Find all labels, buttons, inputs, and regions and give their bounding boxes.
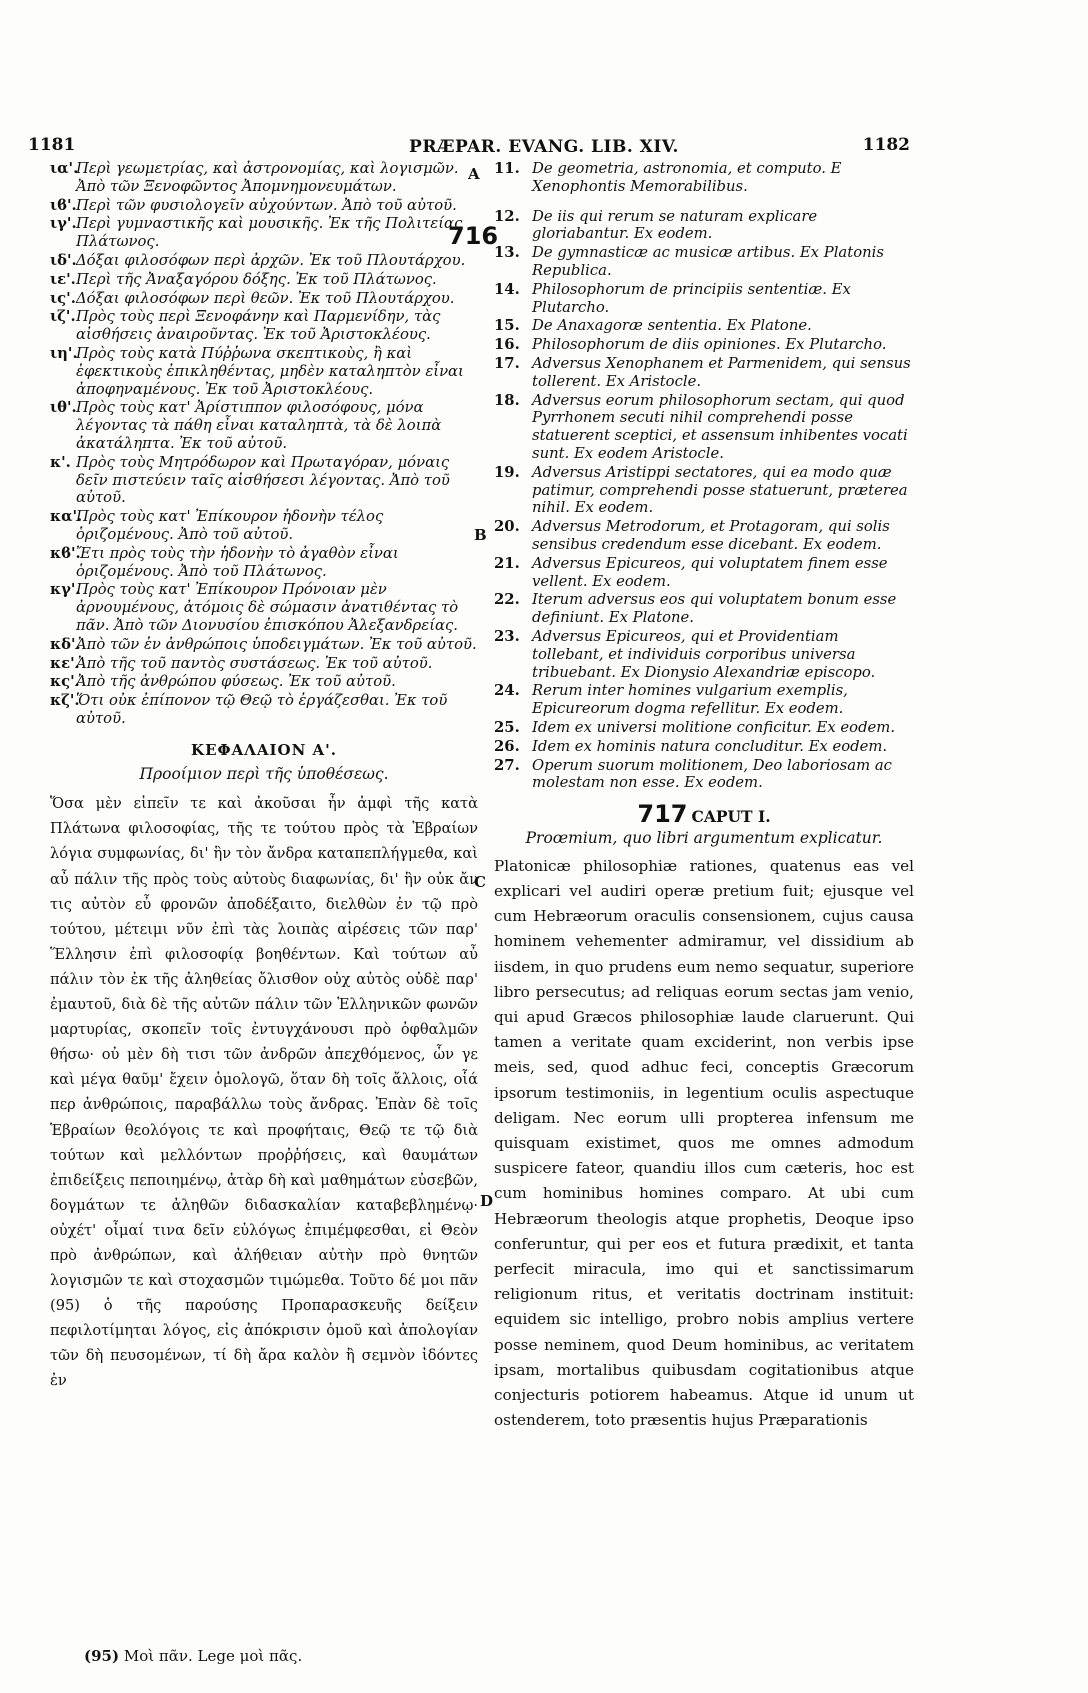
latin-toc-item: 26. Idem ex hominis natura concluditur. Ex eodem. [494, 737, 888, 755]
latin-toc-item: 24. Rerum inter homines vulgarium exemplis, Epicureorum dogma refellitur. Ex eodem. [494, 682, 848, 718]
column-number-716: 716 [448, 222, 499, 250]
latin-toc-item: 12. De iis qui rerum se naturam explicare gloriabantur. Ex eodem. [494, 207, 818, 243]
latin-chapter-heading [494, 800, 914, 829]
latin-toc-item: 17. Adversus Xenophanem et Parmenidem, qui sensus tollerent. Ex Aristocle. [494, 354, 911, 390]
greek-toc-item: ια'.Περὶ γεωμετρίας, καὶ ἀστρονομίας, καὶ λογισμῶν. Ἀπὸ τῶν Ξενοφῶντος Ἀπομνημονευμάτων. [50, 160, 459, 195]
greek-toc-item: κε'.Ἀπὸ τῆς τοῦ παντὸς συστάσεως. Ἐκ τοῦ αὐτοῦ. [50, 654, 433, 672]
greek-toc-item: κ'. Πρὸς τοὺς Μητρόδωρον καὶ Πρωταγόραν, μόναις δεῖν πιστεύειν ταῖς αἰσθήσεσι λέγοντας. Ἀπὸ τοῦ αὐτοῦ. [50, 453, 450, 507]
greek-toc-item: ιε'.Περὶ τῆς Ἀναξαγόρου δόξης. Ἐκ τοῦ Πλάτωνος. [50, 270, 437, 288]
greek-toc-item: κζ'.Ὅτι οὐκ ἐπίπονον τῷ Θεῷ τὸ ἐργάζεσθαι. Ἐκ τοῦ αὐτοῦ. [50, 692, 448, 727]
latin-body-text: Platonicæ philosophiæ rationes, quatenus eas vel explicari vel audiri operæ pretium fuit; ejusque vel cum Hebræorum oraculis consensionem, cujus causa hominem vehementer admiramur, vel dissidium ab iisdem, in quo prudens eum nemo sequatur, superiore libro persecutus; ad reliquas eorum sectas jam venio, qui apud Græcos philosophiæ laude claruerunt. Qui tamen a veritate quam exciderint, non verbis ipse meis, sed, quod adhuc feci, conceptis Græcorum ipsorum testimoniis, in legentium oculis aspectuque deligam. Nec eorum ulli propterea infensum me quisquam existimet, quos me omnes admodum suspicere fateor, quandiu illos cum cæteris, hoc est cum hominibus homines comparo. At ubi cum Hebræorum theologis atque prophetis, Deoque ipso conferuntur, qui per eos et futura prædixit, et tanta perfecit miracula, imo qui et sanctissimarum religionum ritus, et veritatis doctrinam instituit: equidem sic intelligo, probro nobis amplius vertere posse neminem, quod Deum hominibus, ac veritatem ipsam, mortalibus quibusdam cogitationibus atque conjecturis potiorem habeamus. Atque id unum ut ostenderem, toto præsentis hujus Præparationis [494, 856, 914, 1430]
footnote-text: Μοὶ πᾶν. Lege μοὶ πᾶς. [123, 1647, 303, 1665]
margin-letter-c: C [474, 873, 486, 891]
running-title: PRÆPAR. EVANG. LIB. XIV. [409, 137, 679, 157]
latin-toc-item: 27. Operum suorum molitionem, Deo laboriosam ac molestam non esse. Ex eodem. [494, 756, 892, 792]
latin-toc-item: 16. Philosophorum de diis opiniones. Ex Plutarcho. [494, 336, 887, 354]
greek-chapter-title: ΚΕΦΑΛΑΙΟΝ Α'. [191, 740, 337, 759]
column-number-717: 717 [637, 800, 688, 829]
latin-toc-item: 21. Adversus Epicureos, qui voluptatem finem esse vellent. Ex eodem. [494, 554, 888, 590]
latin-toc-item: 19. Adversus Aristippi sectatores, qui ea modo quæ patimur, comprehendi posse statuerunt, præterea nihil. Ex eodem. [494, 463, 908, 517]
greek-toc-item: ιδ'.Δόξαι φιλοσόφων περὶ ἀρχῶν. Ἐκ τοῦ Πλουτάρχου. [50, 251, 466, 269]
latin-toc-item: 23. Adversus Epicureos, qui et Providentiam tollebant, et individuis corporibus universa tribuebant. Ex Dionysio Alexandriæ episcopo. [494, 627, 876, 681]
footnote-marker: (95) [84, 1647, 120, 1665]
margin-letter-a: A [468, 165, 480, 183]
latin-toc-item: 13. De gymnasticæ ac musicæ artibus. Ex Platonis Republica. [494, 244, 884, 279]
footnote [84, 1647, 302, 1665]
latin-toc-item: 11. De geometria, astronomia, et computo. E Xenophontis Memorabilibus. [494, 160, 842, 195]
left-page-number: 1181 [28, 135, 76, 155]
latin-column [494, 160, 914, 1433]
right-page-number: 1182 [862, 135, 910, 155]
greek-toc-item: ιζ'.Πρὸς τοὺς περὶ Ξενοφάνην καὶ Παρμενίδην, τὰς αἰσθήσεις ἀναιροῦντας. Ἐκ τοῦ Ἀριστοκλέους. [50, 308, 441, 344]
latin-toc-item: 18. Adversus eorum philosophorum sectam, qui quod Pyrrhonem secuti nihil comprehendi posse statuerent sceptici, et assensum inhibentes vocati sunt. Ex eodem Aristocle. [494, 391, 908, 462]
greek-toc-item: ιγ'.Περὶ γυμναστικῆς καὶ μουσικῆς. Ἐκ τῆς Πολιτείας Πλάτωνος. [50, 215, 463, 251]
greek-chapter-subtitle: Προοίμιον περὶ τῆς ὑποθέσεως. [139, 764, 389, 783]
greek-toc-item: κϐ'.Ἔτι πρὸς τοὺς τὴν ἡδονὴν τὸ ἀγαθὸν εἶναι ὁριζομένους. Ἀπὸ τοῦ Πλάτωνος. [50, 544, 399, 580]
latin-toc-item: 20. Adversus Metrodorum, et Protagoram, qui solis sensibus credendum esse dicebant. Ex eodem. [494, 518, 890, 553]
latin-toc-item: 22. Iterum adversus eos qui voluptatem bonum esse definiunt. Ex Platone. [494, 591, 897, 627]
latin-chapter-subtitle: Proœmium, quo libri argumentum explicatur. [525, 828, 883, 847]
greek-column [50, 160, 478, 1394]
greek-toc-item: ιη'.Πρὸς τοὺς κατὰ Πύῤῥωνα σκεπτικοὺς, ἢ καὶ ἐφεκτικοὺς ἐπικληθέντας, μηδὲν καταληπτὸν εἶναι ἀποφηναμένους. Ἐκ τοῦ Ἀριστοκλέους. [50, 344, 464, 398]
greek-toc-item: ιθ'.Πρὸς τοὺς κατ' Ἀρίστιππον φιλοσόφους, μόνα λέγοντας τὰ πάθη εἶναι καταληπτὰ, τὰ δὲ λοιπὰ ἀκατάληπτα. Ἐκ τοῦ αὐτοῦ. [50, 399, 442, 452]
margin-letter-d: D [480, 1192, 494, 1210]
greek-toc-item: κα'.Πρὸς τοὺς κατ' Ἐπίκουρον ἡδονὴν τέλος ὁριζομένους. Ἀπὸ τοῦ αὐτοῦ. [50, 508, 384, 543]
greek-body-text: Ὅσα μὲν εἰπεῖν τε καὶ ἀκοῦσαι ἦν ἀμφὶ τῆς κατὰ Πλάτωνα φιλοσοφίας, τῆς τε τούτου πρὸς τὰ Ἑβραίων λόγια συμφωνίας, δι' ἣν τὸν ἄνδρα καταπεπλήγμεθα, καὶ αὖ πάλιν τῆς πρὸς τοὺς αὐτοὺς διαφωνίας, δι' ἣν οὐκ ἄν τις αὐτὸν εὖ φρονῶν ἀποδέξαιτο, διελθὼν ἐν τῷ πρὸ τούτου, μέτειμι νῦν ἐπὶ τὰς λοιπὰς αἱρέσεις τῶν παρ' Ἕλλησιν ἐπὶ φιλοσοφίᾳ βοηθέντων. Καὶ τούτων αὖ πάλιν τὸν ἐκ τῆς ἀληθείας ὄλισθον οὐχ αὐτὸς οὐδὲ παρ' ἐμαυτοῦ, διὰ δὲ τῆς αὐτῶν πάλιν τῶν Ἑλληνικῶν φωνῶν μαρτυρίας, σκοπεῖν τοῖς ἐντυγχάνουσι πρὸ ὀφθαλμῶν θήσω· οὐ μὲν δὴ τισι τῶν ἀνδρῶν ἀπεχθόμενος, ὧν γε καὶ μέγα θαῦμ' ἔχειν ὁμολογῶ, ὅταν δὴ τοῖς ἄλλοις, οἷά περ ἀνθρώποις, παραβάλλω τοὺς ἄνδρας. Ἐπὰν δὲ τοῖς Ἑβραίων θεολόγοις τε καὶ προφήταις, Θεῷ τε τῷ διὰ τούτων καὶ μελλόντων προῤῥήσεις, καὶ θαυμάτων ἐπιδείξεις πεποιημένῳ, ἀτὰρ δὴ καὶ μαθημάτων εὐσεβῶν, δογμάτων τε ἀληθῶν διδασκαλίαν καταβεβλημένῳ· οὐχέτ' οἶμαί τινα δεῖν εὐλόγως ἐπιμέμφεσθαι, εἰ Θεὸν πρὸ ἀνθρώπων, καὶ ἀλήθειαν αὐτὴν πρὸ θνητῶν λογισμῶν τε καὶ στοχασμῶν τιμώμεθα. Τοῦτο δέ μοι πᾶν (95) ὁ τῆς παρούσης Προπαρασκευῆς δείξειν πεφιλοτίμηται λόγος, εἰς ἀπόκρισιν ὁμοῦ καὶ ἀπολογίαν τῶν δὴ πευσομένων, τί δὴ ἄρα καλὸν ἢ σεμνὸν ἰδόντες ἐν [50, 795, 478, 1390]
caput-label: CAPUT I. [691, 807, 771, 827]
latin-toc-item: 14. Philosophorum de principiis sententiæ. Ex Plutarcho. [494, 280, 851, 316]
greek-toc-item: ιϐ'.Περὶ τῶν φυσιολογεῖν αὐχούντων. Ἀπὸ τοῦ αὐτοῦ. [50, 196, 457, 214]
greek-toc-item: κς'.Ἀπὸ τῆς ἀνθρώπου φύσεως. Ἐκ τοῦ αὐτοῦ. [50, 673, 396, 691]
latin-toc-item: 25. Idem ex universi molitione conficitur. Ex eodem. [494, 718, 896, 736]
margin-letter-b: B [474, 526, 487, 544]
latin-toc-item: 15. De Anaxagoræ sententia. Ex Platone. [494, 317, 812, 335]
greek-toc-item: κγ'.Πρὸς τοὺς κατ' Ἐπίκουρον Πρόνοιαν μὲν ἀρνουμένους, ἀτόμοις δὲ σώμασιν ἀνατιθέντας τὸ πᾶν. Ἀπὸ τῶν Διονυσίου ἐπισκόπου Ἀλεξανδρείας. [50, 581, 459, 634]
greek-toc-item: κδ'.Ἀπὸ τῶν ἐν ἀνθρώποις ὑποδειγμάτων. Ἐκ τοῦ αὐτοῦ. [50, 635, 477, 653]
greek-toc-item: ις'.Δόξαι φιλοσόφων περὶ θεῶν. Ἐκ τοῦ Πλουτάρχου. [50, 289, 455, 307]
